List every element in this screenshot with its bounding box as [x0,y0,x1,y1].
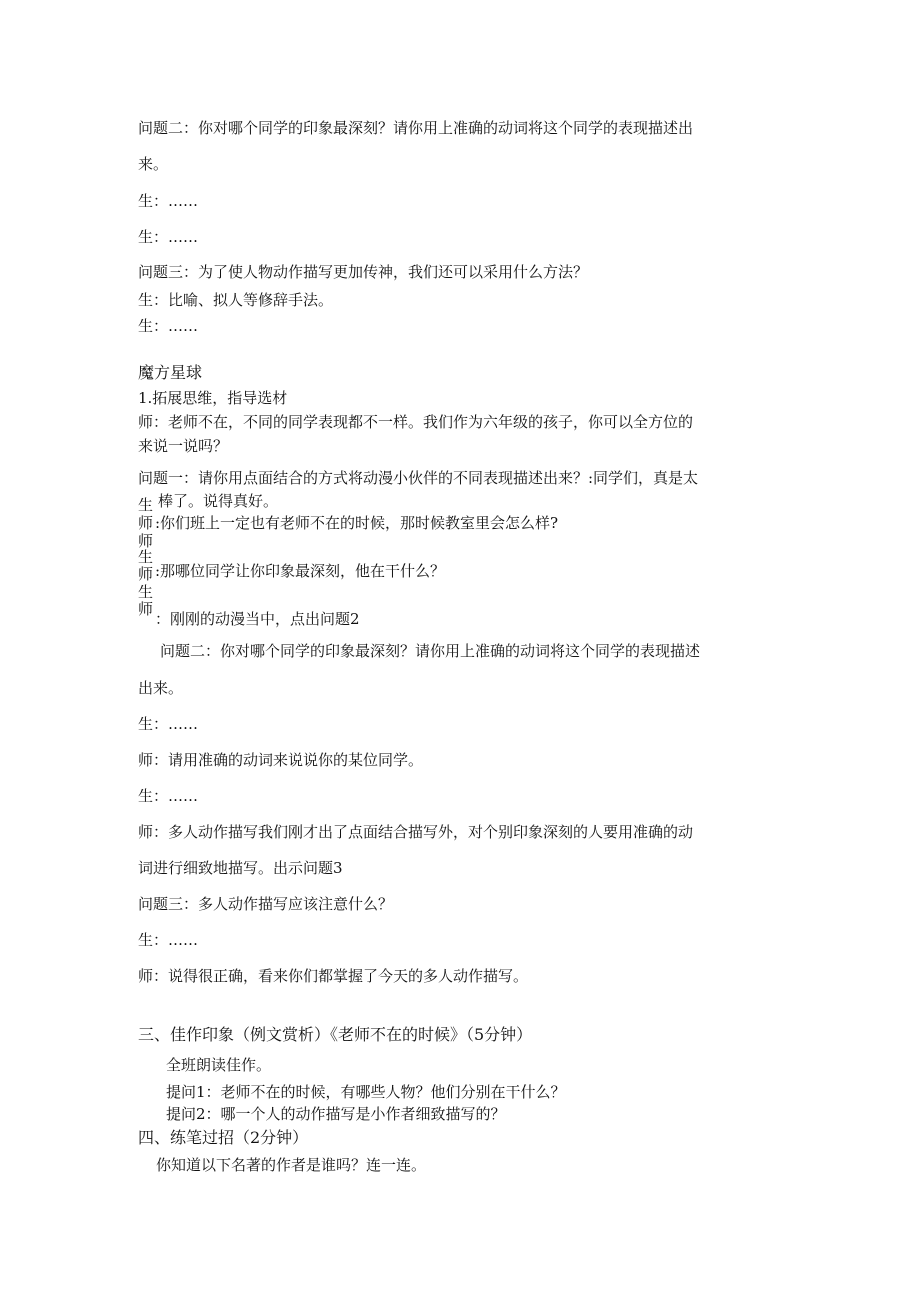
text-line: 师：请用准确的动词来说说你的某位同学。 [138,751,424,769]
text-line: 生：…… [138,715,199,733]
speaker-label: 生 [138,496,154,514]
text-line: 问题三：为了使人物动作描写更加传神，我们还可以采用什么方法？ [138,263,589,281]
text-line: 来说一说吗？ [138,437,229,455]
text-line: 生：…… [138,787,199,805]
text-line: 生：…… [138,228,199,246]
text-line: 问题一：请你用点面结合的方式将动漫小伙伴的不同表现描述出来？:同学们，真是太 [138,469,699,487]
text-line: 提问2：哪一个人的动作描写是小作者细致描写的？ [166,1105,506,1123]
text-line: 问题二：你对哪个同学的印象最深刻？请你用上准确的动词将这个同学的表现描述 [160,642,701,660]
text-line: 生：比喻、拟人等修辞手法。 [138,291,334,309]
text-line: 词进行细致地描写。出示问题3 [138,859,343,877]
text-line: 问题二：你对哪个同学的印象最深刻？请你用上准确的动词将这个同学的表现描述出 [138,119,694,137]
text-line: 全班朗读佳作。 [166,1056,272,1074]
text-line: 师：多人动作描写我们刚才出了点面结合描写外，对个别印象深刻的人要用准确的动 [138,823,694,841]
text-line: 问题三：多人动作描写应该注意什么？ [138,895,394,913]
text-line: 来。 [138,155,169,173]
text-line: 生：…… [138,931,199,949]
speaker-label: 生 [138,583,154,601]
section-heading: 三、佳作印象（例文赏析）《老师不在的时候》（5分钟） [138,1025,533,1044]
text-line: 生：…… [138,317,199,335]
text-line: 1.拓展思维，指导选材 [138,389,288,407]
speaker-label: 生 [138,548,154,566]
speaker-label: 师 [138,532,154,550]
section-heading: 四、练笔过招（2分钟） [138,1128,309,1147]
text-line: 师：说得很正确，看来你们都掌握了今天的多人动作描写。 [138,967,529,985]
text-line: 提问1：老师不在的时候，有哪些人物？他们分别在干什么？ [166,1083,566,1101]
text-line: 你知道以下名著的作者是谁吗？连一连。 [156,1156,427,1174]
speaker-label: 师 [138,600,154,618]
text-line: ：刚刚的动漫当中，点出问题2 [155,610,360,628]
text-line: 棒了。说得真好。 [158,492,279,510]
text-line: 出来。 [138,679,184,697]
text-line: 师：老师不在，不同的同学表现都不一样。我们作为六年级的孩子，你可以全方位的 [138,413,694,431]
speaker-label: 师 [138,514,154,532]
text-line: :那哪位同学让你印象最深刻，他在干什么？ [155,562,446,580]
speaker-label: 师 [138,565,154,583]
text-line: :你们班上一定也有老师不在的时候，那时候教室里会怎么样? [155,514,559,532]
text-line: 生：…… [138,192,199,210]
section-heading: 魔方星球 [138,363,203,382]
